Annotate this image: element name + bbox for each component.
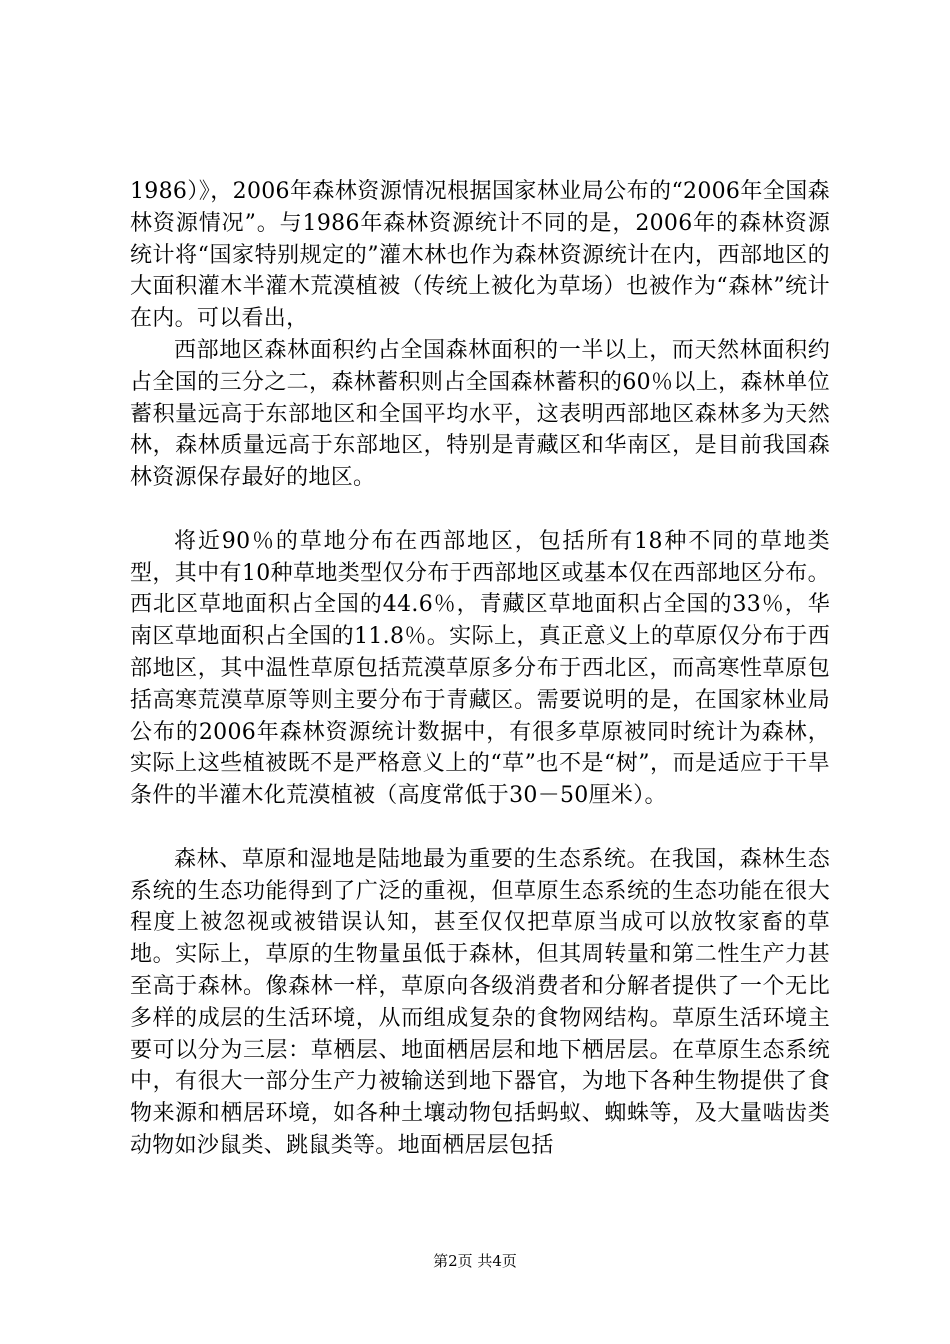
document-body [130, 176, 830, 1162]
paragraph-2: 西部地区森林面积约占全国森林面积的一半以上，而天然林面积约占全国的三分之二，森林蓄积则占全国森林蓄积的60％以上，森林单位蓄积量远高于东部地区和全国平均水平，这表明西部地区森林多为天然林，森林质量远高于东部地区，特别是青藏区和华南区，是目前我国森林资源保存最好的地区。 [130, 337, 830, 491]
paragraph-spacer [130, 494, 830, 526]
paragraph-3: 将近90％的草地分布在西部地区，包括所有18种不同的草地类型，其中有10种草地类型仅分布于西部地区或基本仅在西部地区分布。西北区草地面积占全国的44.6％，青藏区草地面积占全国的33％，华南区草地面积占全国的11.8％。实际上，真正意义上的草原仅分布于西部地区，其中温性草原包括荒漠草原多分布于西北区，而高寒性草原包括高寒荒漠草原等则主要分布于青藏区。需要说明的是，在国家林业局公布的2006年森林资源统计数据中，有很多草原被同时统计为森林，实际上这些植被既不是严格意义上的“草”也不是“树”，而是适应于干旱条件的半灌木化荒漠植被（高度常低于30－50厘米）。 [130, 528, 830, 809]
paragraph-spacer [130, 812, 830, 844]
paragraph-1: 1986）》，2006年森林资源情况根据国家林业局公布的“2006年全国森林资源情况”。与1986年森林资源统计不同的是，2006年的森林资源统计将“国家特别规定的”灌木林也作为森林资源统计在内，西部地区的大面积灌木半灌木荒漠植被（传统上被化为草场）也被作为“森林”统计在内。可以看出， [130, 179, 830, 332]
page-number-footer: 第2页 共4页 [433, 1252, 517, 1270]
paragraph-4: 森林、草原和湿地是陆地最为重要的生态系统。在我国，森林生态系统的生态功能得到了广泛的重视，但草原生态系统的生态功能在很大程度上被忽视或被错误认知，甚至仅仅把草原当成可以放牧家畜的草地。实际上，草原的生物量虽低于森林，但其周转量和第二性生产力甚至高于森林。像森林一样，草原向各级消费者和分解者提供了一个无比多样的成层的生活环境，从而组成复杂的食物网结构。草原生活环境主要可以分为三层：草栖层、地面栖居层和地下栖居层。在草原生态系统中，有很大一部分生产力被输送到地下器官，为地下各种生物提供了食物来源和栖居环境，如各种土壤动物包括蚂蚁、蜘蛛等，及大量啮齿类动物如沙鼠类、跳鼠类等。地面栖居层包括 [130, 846, 830, 1158]
